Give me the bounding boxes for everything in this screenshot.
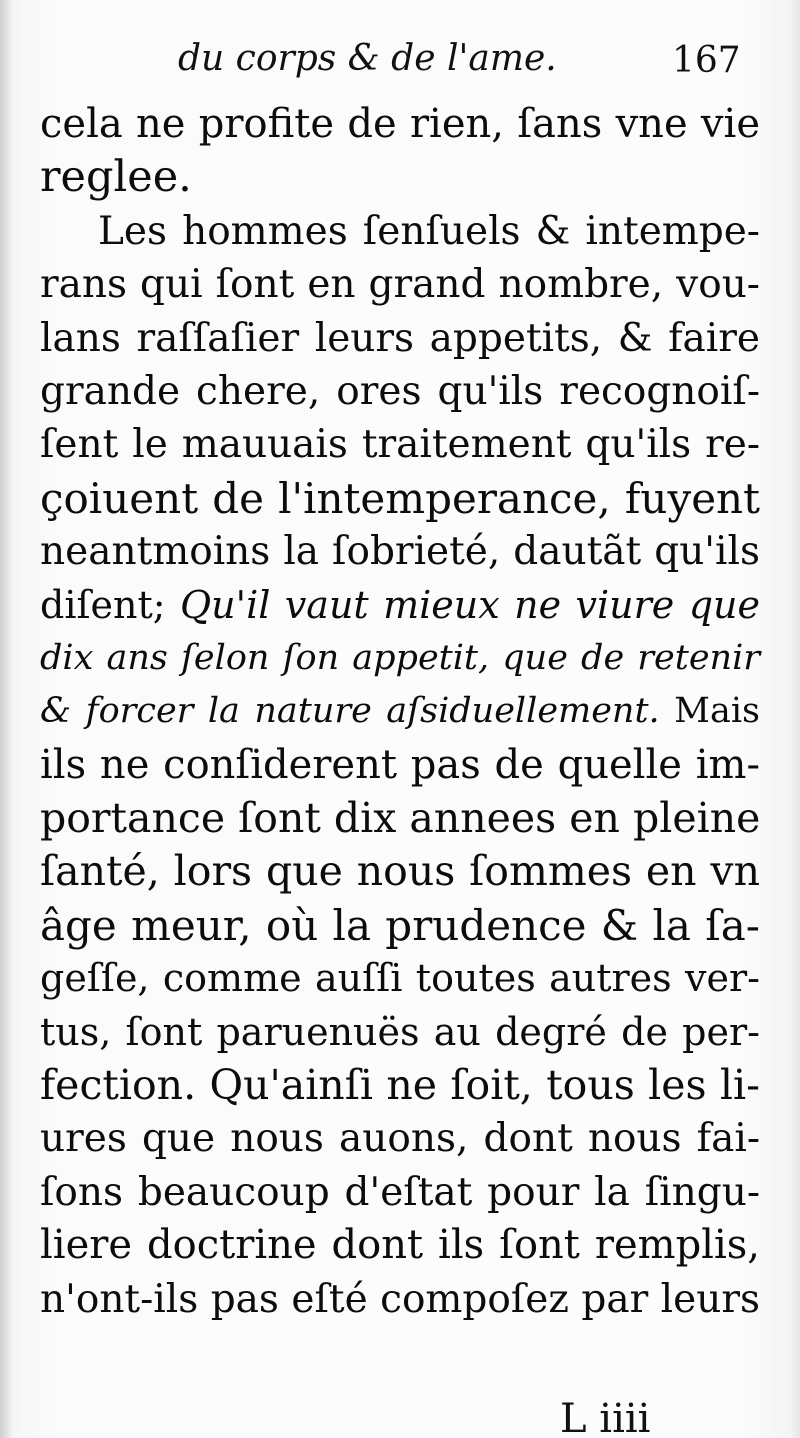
text-line: neantmoins la ſobrieté, dautãt qu'ils [40,529,760,575]
body-text [40,98,760,1326]
text-line: çoiuent de l'intemperance, fuyent [40,473,760,523]
italic-quotation: & forcer la nature aſsiduellement. [40,691,660,732]
text-line: n'ont-ils pas eſté compoſez par leurs [40,1276,760,1322]
text-line: liere doctrine dont ils ſont remplis, [40,1222,760,1269]
text-line: lans raſſaſier leurs appetits, & faire [40,315,760,361]
text-line: ures que nous auons, dont nous fai- [40,1116,760,1162]
text-line: ſent le mauuais traitement qu'ils re- [40,422,760,468]
page-gutter-shadow [0,0,12,1438]
text-line-with-quotation: diſent; Qu'il vaut mieux ne viure que [40,582,760,627]
text-line: ils ne conſiderent pas de quelle im- [40,741,760,788]
text-line: portance ſont dix annees en pleine [40,794,761,843]
text-line: tus, ſont paruenuës au degré de per- [40,1009,760,1054]
text-line: cela ne profite de rien, ſans vne vie [40,101,760,147]
text-line: geſſe, comme auſſi toutes autres ver- [40,956,760,1001]
text-line-with-quotation: & forcer la nature aſsiduellement. Mais [40,691,760,732]
text-line: âge meur, où la prudence & la ſa- [40,900,760,950]
text-line-paragraph-start: Les hommes ſenſuels & intempe- [98,208,760,254]
text-line: reglee. [40,152,192,203]
text-line: ſons beaucoup d'eſtat pour la ſingu- [40,1169,760,1215]
text-line: ſanté, lors que nous ſommes en vn [40,847,760,896]
page-number: 167 [672,40,741,81]
italic-quotation: dix ans ſelon ſon appetit, que de retenir [40,637,760,678]
text-line-quotation [40,632,760,685]
text-line: fection. Qu'ainſi ne ſoit, tous les li- [40,1061,760,1110]
text-line: grande chere, ores qu'ils recognoiſ- [40,368,760,414]
italic-quotation: Qu'il vaut mieux ne viure que [180,582,760,627]
running-head-title: du corps & de l'ame. [178,38,557,79]
text-line: rans qui ſont en grand nombre, vou- [40,262,760,308]
running-head [0,38,800,88]
signature-mark: L iiii [560,1396,651,1438]
